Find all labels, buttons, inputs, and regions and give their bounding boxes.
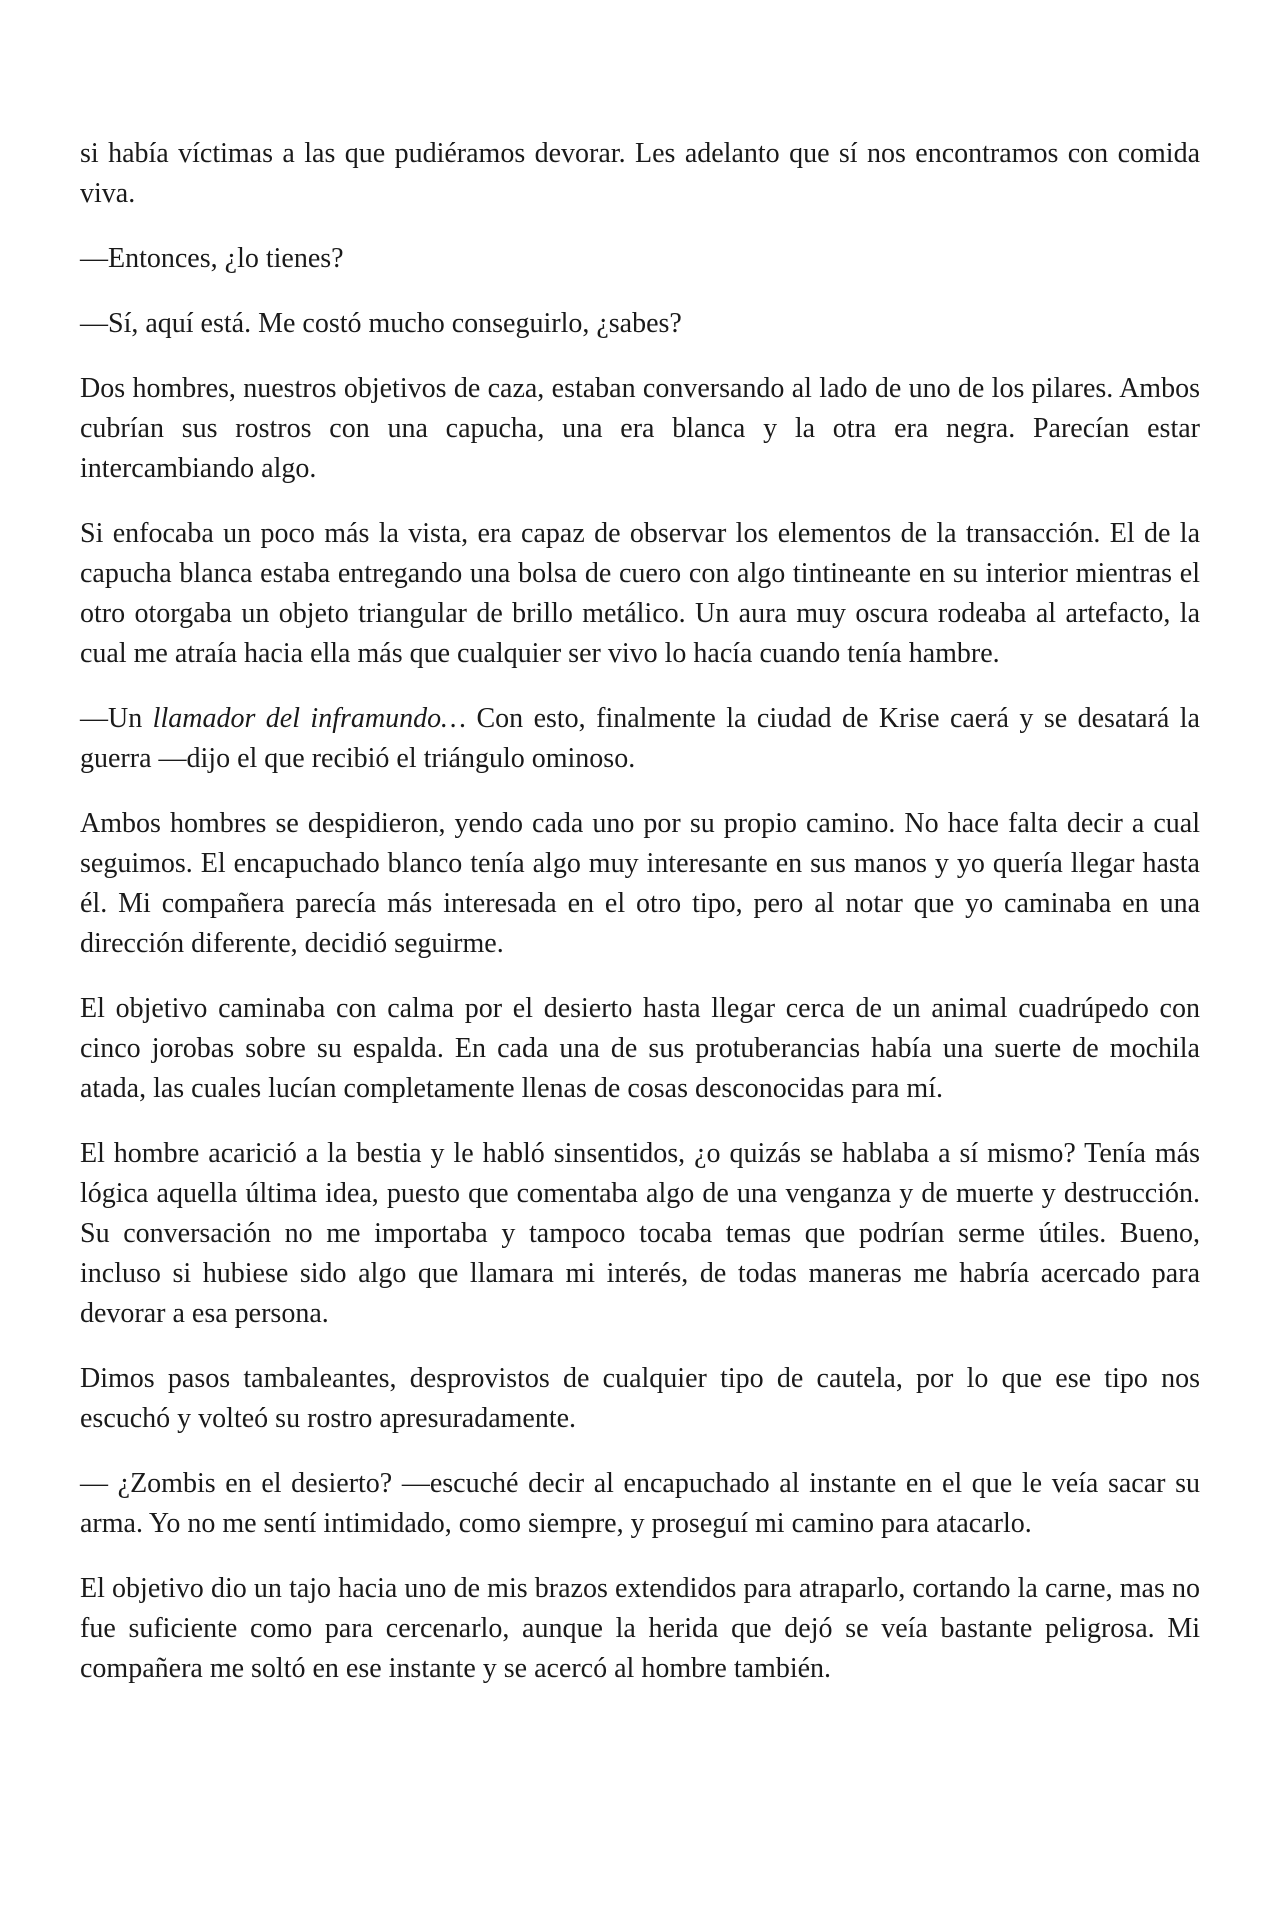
paragraph: El objetivo caminaba con calma por el desierto hasta llegar cerca de un animal cuadrúpedo con cinco jorobas sobre su espalda. En cada una de sus protuberancias había una suerte de mochila atada, las cuales lucían completamente llenas de cosas desconocidas para mí. <box>80 993 1200 1104</box>
document-page <box>80 134 1200 1714</box>
paragraph: Si enfocaba un poco más la vista, era capaz de observar los elementos de la transacción. El de la capucha blanca estaba entregando una bolsa de cuero con algo tintineante en su interior mientras el otro otorgaba un objeto triangular de brillo metálico. Un aura muy oscura rodeaba al artefacto, la cual me atraía hacia ella más que cualquier ser vivo lo hacía cuando tenía hambre. <box>80 518 1200 669</box>
paragraph: Dimos pasos tambaleantes, desprovistos de cualquier tipo de cautela, por lo que ese tipo nos escuchó y volteó su rostro apresuradamente. <box>80 1363 1200 1434</box>
italic-phrase: llamador del inframundo… <box>152 703 467 734</box>
dialogue-prefix: —Un <box>80 703 153 734</box>
dialogue-paragraph <box>80 699 1200 779</box>
paragraph: si había víctimas a las que pudiéramos devorar. Les adelanto que sí nos encontramos con comida viva. <box>80 138 1200 209</box>
paragraph: El objetivo dio un tajo hacia uno de mis brazos extendidos para atraparlo, cortando la carne, mas no fue suficiente como para cercenarlo, aunque la herida que dejó se veía bastante peligrosa. Mi compañera me soltó en ese instante y se acercó al hombre también. <box>80 1573 1200 1684</box>
paragraph: Ambos hombres se despidieron, yendo cada uno por su propio camino. No hace falta decir a cual seguimos. El encapuchado blanco tenía algo muy interesante en sus manos y yo quería llegar hasta él. Mi compañera parecía más interesada en el otro tipo, pero al notar que yo caminaba en una dirección diferente, decidió seguirme. <box>80 808 1200 959</box>
dialogue-suffix: Con esto, finalmente la ciudad de Krise caerá y se desatará la guerra —dijo el que recibió el triángulo ominoso. <box>80 703 1200 774</box>
dialogue-line: —Entonces, ¿lo tienes? <box>80 243 344 274</box>
paragraph: Dos hombres, nuestros objetivos de caza, estaban conversando al lado de uno de los pilares. Ambos cubrían sus rostros con una capucha, una era blanca y la otra era negra. Parecían estar intercambiando algo. <box>80 373 1200 484</box>
dialogue-line: —Sí, aquí está. Me costó mucho conseguirlo, ¿sabes? <box>80 308 682 339</box>
paragraph: El hombre acarició a la bestia y le habló sinsentidos, ¿o quizás se hablaba a sí mismo? Tenía más lógica aquella última idea, puesto que comentaba algo de una venganza y de muerte y destrucción. Su conversación no me importaba y tampoco tocaba temas que podrían serme útiles. Bueno, incluso si hubiese sido algo que llamara mi interés, de todas maneras me habría acercado para devorar a esa persona. <box>80 1138 1200 1329</box>
dialogue-paragraph: — ¿Zombis en el desierto? —escuché decir al encapuchado al instante en el que le veía sacar su arma. Yo no me sentí intimidado, como siempre, y proseguí mi camino para atacarlo. <box>80 1468 1200 1539</box>
